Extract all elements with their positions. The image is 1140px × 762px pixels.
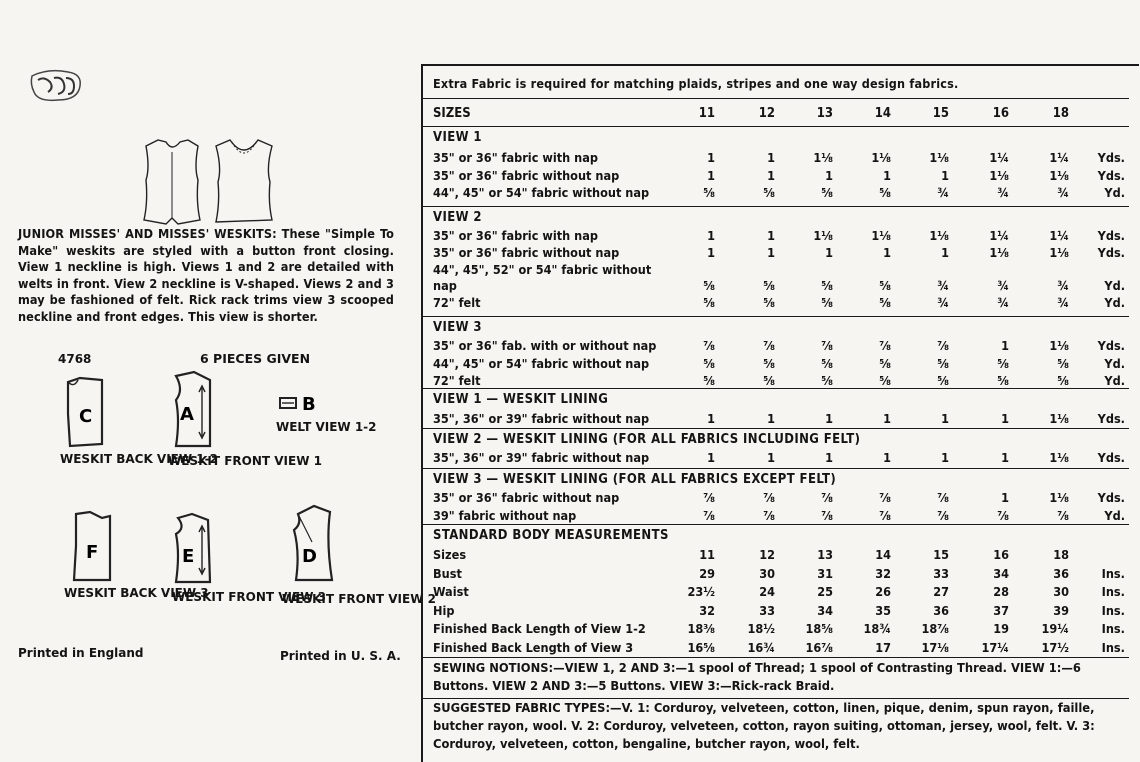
size-cell: 1 [707,150,715,165]
piece-b-letter: B [302,394,316,414]
printed-in-usa: Printed in U. S. A. [280,649,401,663]
pieces-given: 6 PIECES GIVEN [200,351,311,366]
section-title-lining2: VIEW 2 — WESKIT LINING (FOR ALL FABRICS INCLUDING FELT) [433,432,861,447]
size-cell: 1 [825,167,833,183]
size-cell: 1 [767,450,775,465]
size-header: 14 [874,106,891,121]
size-cell: 19¼ [1041,621,1069,636]
table-row [423,295,1139,312]
size-cell: ⅝ [703,185,715,200]
size-cell: 29 [699,565,715,581]
table-row [423,603,1139,620]
size-cell: 1⅛ [1049,490,1069,505]
extra-fabric-notice: Extra Fabric is required for matching plaids, stripes and one way design fabrics. [433,76,959,91]
size-cell: 24 [759,584,775,599]
size-cell: 1 [941,411,949,426]
piece-d-letter: D [302,546,317,567]
piece-d-label: WESKIT FRONT VIEW 2 [282,592,436,606]
size-cell: ¾ [937,185,949,200]
sewing-notions: SEWING NOTIONS:—VIEW 1, 2 AND 3:—1 spool of Thread; 1 spool of Contrasting Thread. VIEW 1:—6 Buttons. VIEW 2 AND 3:—5 Buttons. VIEW 3:—Rick-rack Braid. [433,661,1081,694]
piece-a-label: WESKIT FRONT VIEW 1 [168,454,322,468]
size-cell: ⅝ [1057,355,1069,371]
size-cell: ⅝ [879,355,891,371]
size-cell: 17¼ [981,639,1009,655]
size-cell: 32 [699,602,715,618]
table-row [423,411,1139,428]
size-cell: ¾ [937,295,949,311]
unit-cell: Yds. [1097,150,1125,165]
size-cell: 19 [993,621,1009,636]
size-cell: 1 [883,244,891,260]
divider [423,428,1129,429]
unit-cell: Yds. [1097,244,1125,260]
table-row [423,338,1139,355]
size-cell: 1⅛ [929,228,949,243]
weskit-sketch [138,138,278,228]
unit-cell: Yds. [1097,228,1125,243]
size-cell: 1 [767,228,775,243]
piece-e-label: WESKIT FRONT VIEW 3 [172,590,326,604]
size-cell: 1 [767,150,775,165]
size-cell: 18 [1053,547,1069,562]
size-cell: 12 [759,547,775,562]
size-cell: ⅞ [703,338,715,353]
size-cell: 1 [767,411,775,426]
size-cell: 23½ [687,584,715,599]
row-label: 35", 36" or 39" fabric without nap [433,450,650,465]
size-cell: ⅝ [879,373,891,388]
size-cell: 33 [759,602,775,618]
size-cell: 1⅛ [989,167,1009,183]
size-cell: 35 [875,602,891,618]
size-cell: ⅝ [937,355,949,371]
size-cell: 1⅛ [813,150,833,165]
unit-cell: Yd. [1104,185,1125,200]
size-cell: 33 [933,565,949,581]
size-cell: ⅝ [879,295,891,311]
unit-cell: Ins. [1101,621,1125,636]
size-cell: 13 [817,547,833,562]
table-row [423,168,1139,185]
size-cell: 1 [767,244,775,260]
size-cell: 14 [875,547,891,562]
unit-cell: Yd. [1104,295,1125,311]
divider [423,98,1129,99]
size-cell: 30 [759,565,775,581]
table-row [423,245,1139,262]
table-row [423,450,1139,467]
unit-cell: Yds. [1097,338,1125,353]
size-cell: 36 [1053,565,1069,581]
size-cell: 1⅛ [1049,450,1069,465]
yardage-chart [421,64,1139,762]
row-label: 35", 36" or 39" fabric without nap [433,411,650,426]
table-row [423,547,1139,564]
size-cell: 1¼ [989,150,1009,165]
size-cell: ⅞ [879,490,891,505]
size-cell: 32 [875,565,891,581]
size-cell: ⅞ [763,490,775,505]
table-row [423,228,1139,245]
row-label: Sizes [433,547,467,562]
size-cell: 16⅞ [805,639,833,655]
size-cell: ⅝ [763,355,775,371]
size-cell: ⅝ [763,278,775,294]
size-cell: 1⅛ [1049,338,1069,353]
printed-in-england: Printed in England [18,646,144,660]
size-cell: 34 [993,565,1009,581]
size-header: 13 [816,106,833,121]
sizes-header-row [423,106,1139,123]
description-title: JUNIOR MISSES' AND MISSES' WESKITS: [18,226,277,241]
size-cell: 1 [1001,490,1009,505]
unit-cell: Yd. [1104,278,1125,294]
section-title-view2: VIEW 2 [433,210,482,225]
row-label: Bust [433,565,462,581]
size-cell: ⅞ [703,508,715,523]
size-cell: 16 [993,547,1009,562]
piece-d-shape [290,502,336,586]
section-title-body: STANDARD BODY MEASUREMENTS [433,528,669,543]
size-cell: 1 [767,167,775,183]
piece-c-label: WESKIT BACK VIEW 1-2 [60,452,218,466]
unit-cell: Ins. [1101,602,1125,618]
size-cell: 1 [941,244,949,260]
table-row [423,185,1139,202]
size-cell: ⅝ [997,355,1009,371]
size-cell: 17⅛ [921,639,949,655]
size-cell: ¾ [937,278,949,294]
size-cell: 1 [883,411,891,426]
piece-c-shape [64,374,106,450]
size-cell: ⅝ [879,185,891,200]
size-cell: 30 [1053,584,1069,599]
size-cell: 36 [933,602,949,618]
size-cell: 1⅛ [871,150,891,165]
sizes-header-label: SIZES [433,106,471,121]
section-title-lining1: VIEW 1 — WESKIT LINING [433,392,609,407]
row-label: 35" or 36" fabric with nap [433,150,598,165]
row-label: 72" felt [433,373,481,388]
size-header: 12 [758,106,775,121]
size-cell: 1 [825,450,833,465]
piece-b-label: WELT VIEW 1-2 [276,420,377,434]
size-cell: 1 [707,450,715,465]
size-cell: ⅝ [763,373,775,388]
size-cell: ¾ [997,278,1009,294]
table-row [423,640,1139,657]
unit-cell: Ins. [1101,639,1125,655]
size-cell: ⅝ [821,355,833,371]
divider [423,657,1129,658]
size-cell: ⅝ [997,373,1009,388]
size-cell: 16¾ [747,639,775,655]
size-cell: ⅝ [821,373,833,388]
unit-cell: Yds. [1097,167,1125,183]
row-label: Finished Back Length of View 3 [433,639,634,655]
size-cell: ⅝ [821,278,833,294]
table-row [423,566,1139,583]
size-cell: 1 [1001,411,1009,426]
size-cell: 1⅛ [1049,411,1069,426]
size-cell: 1 [707,167,715,183]
size-cell: 18⅞ [921,621,949,636]
row-label: 35" or 36" fabric without nap [433,244,620,260]
divider [423,206,1129,207]
size-cell: ⅝ [703,278,715,294]
size-cell: ⅞ [1057,508,1069,523]
size-cell: 1 [1001,450,1009,465]
size-header: 11 [698,106,715,121]
size-cell: ⅞ [821,338,833,353]
ink-stamp [28,66,86,106]
suggested-fabric-types: SUGGESTED FABRIC TYPES:—V. 1: Corduroy, velveteen, cotton, linen, pique, denim, spun rayon, faille, butcher rayon, wool. V. 2: Corduroy, velveteen, cotton, rayon suiting, ottoman, jersey, wool, felt. V. 3: Corduroy, velveteen, cotton, bengaline, butcher rayon, wool, felt. [433,701,1095,752]
description-body: These "Simple To Make" weskits are styled with a button front closing. View 1 neckline is high. Views 1 and 2 are detailed with welts in front. View 2 neckline is V-shaped. Views 2 and 3 may be fashioned of felt. Rick rack trims view 3 scooped neckline and front edges. This view is shorter. [18,226,394,324]
size-cell: ⅞ [763,508,775,523]
size-cell: 1 [883,450,891,465]
size-cell: 31 [817,565,833,581]
row-label: Hip [433,602,455,618]
piece-c-letter: C [79,406,93,427]
size-cell: ⅞ [937,508,949,523]
size-cell: 1⅛ [929,150,949,165]
size-cell: ⅞ [997,508,1009,523]
size-cell: 39 [1053,602,1069,618]
size-cell: ⅝ [763,295,775,311]
unit-cell: Yds. [1097,450,1125,465]
size-cell: 1⅛ [1049,167,1069,183]
size-cell: ⅝ [1057,373,1069,388]
table-row [423,584,1139,601]
size-cell: 1¼ [1049,228,1069,243]
size-cell: 18½ [747,621,775,636]
size-cell: ⅝ [703,373,715,388]
size-cell: ⅞ [703,490,715,505]
divider [423,698,1129,699]
divider [423,524,1129,525]
piece-f-shape [70,508,114,584]
size-cell: 17½ [1041,639,1069,655]
piece-a-letter: A [180,404,194,425]
size-cell: ⅝ [821,185,833,200]
section-title-view3: VIEW 3 [433,320,482,335]
size-cell: 18¾ [863,621,891,636]
size-cell: 17 [875,639,891,655]
size-cell: 18⅜ [687,621,715,636]
row-label: Waist [433,584,469,599]
size-cell: 28 [993,584,1009,599]
size-cell: ⅝ [879,278,891,294]
unit-cell: Yd. [1104,355,1125,371]
divider [423,316,1129,317]
size-cell: 1¼ [1049,150,1069,165]
table-row [423,621,1139,638]
divider [423,388,1129,389]
row-label: Finished Back Length of View 1-2 [433,621,646,636]
unit-cell: Ins. [1101,584,1125,599]
size-cell: ¾ [1057,295,1069,311]
size-cell: 1 [941,167,949,183]
size-cell: 37 [993,602,1009,618]
pattern-number: 4768 [58,352,92,366]
size-cell: ⅞ [937,490,949,505]
size-cell: ⅝ [937,373,949,388]
size-cell: 11 [699,547,715,562]
size-cell: 25 [817,584,833,599]
size-header: 18 [1052,106,1069,121]
size-cell: 1 [707,228,715,243]
size-cell: 1⅛ [813,228,833,243]
size-cell: 1 [825,411,833,426]
unit-cell: Ins. [1101,565,1125,581]
row-label: 35" or 36" fabric without nap [433,167,620,183]
row-label: 44", 45", 52" or 54" fabric without [433,261,652,277]
size-cell: ⅞ [937,338,949,353]
size-cell: 1 [707,244,715,260]
table-row [423,356,1139,373]
row-label: nap [433,278,457,294]
size-cell: 1⅛ [989,244,1009,260]
size-cell: ⅞ [763,338,775,353]
size-cell: 1 [883,167,891,183]
piece-a-shape [170,370,214,452]
size-cell: ⅞ [821,508,833,523]
size-header: 16 [992,106,1009,121]
row-label: 44", 45" or 54" fabric without nap [433,355,650,371]
size-cell: ⅞ [821,490,833,505]
size-cell: 27 [933,584,949,599]
divider [423,126,1129,127]
size-cell: ¾ [997,295,1009,311]
size-cell: 26 [875,584,891,599]
size-cell: 16⅝ [687,639,715,655]
size-cell: 1 [941,450,949,465]
section-title-view1: VIEW 1 [433,130,482,145]
size-cell: 34 [817,602,833,618]
size-cell: 18⅝ [805,621,833,636]
row-label: 72" felt [433,295,481,311]
row-label: 39" fabric without nap [433,508,577,523]
size-cell: 15 [933,547,949,562]
size-cell: ¾ [997,185,1009,200]
size-cell: 1⅛ [871,228,891,243]
row-label: 35" or 36" fabric without nap [433,490,620,505]
unit-cell: Yd. [1104,373,1125,388]
row-label: 35" or 36" fab. with or without nap [433,338,657,353]
unit-cell: Yds. [1097,490,1125,505]
table-row [423,490,1139,507]
table-row [423,278,1139,295]
divider [423,468,1129,469]
size-cell: 1⅛ [1049,244,1069,260]
table-row [423,262,1139,279]
section-title-lining3: VIEW 3 — WESKIT LINING (FOR ALL FABRICS EXCEPT FELT) [433,472,837,487]
piece-f-letter: F [86,542,99,563]
size-cell: ⅝ [763,185,775,200]
unit-cell: Yds. [1097,411,1125,426]
size-cell: 1 [825,244,833,260]
pattern-description [18,226,394,326]
row-label: 35" or 36" fabric with nap [433,228,598,243]
size-cell: 1 [707,411,715,426]
size-cell: ⅝ [821,295,833,311]
size-cell: 1 [1001,338,1009,353]
size-header: 15 [932,106,949,121]
size-cell: ⅞ [879,508,891,523]
size-cell: 1¼ [989,228,1009,243]
unit-cell: Yd. [1104,508,1125,523]
piece-e-shape [172,510,216,586]
size-cell: ⅝ [703,295,715,311]
size-cell: ¾ [1057,278,1069,294]
size-cell: ⅝ [703,355,715,371]
piece-e-letter: E [182,546,195,567]
row-label: 44", 45" or 54" fabric without nap [433,185,650,200]
size-cell: ¾ [1057,185,1069,200]
table-row [423,150,1139,167]
table-row [423,508,1139,525]
piece-f-label: WESKIT BACK VIEW 3 [64,586,209,600]
size-cell: ⅞ [879,338,891,353]
